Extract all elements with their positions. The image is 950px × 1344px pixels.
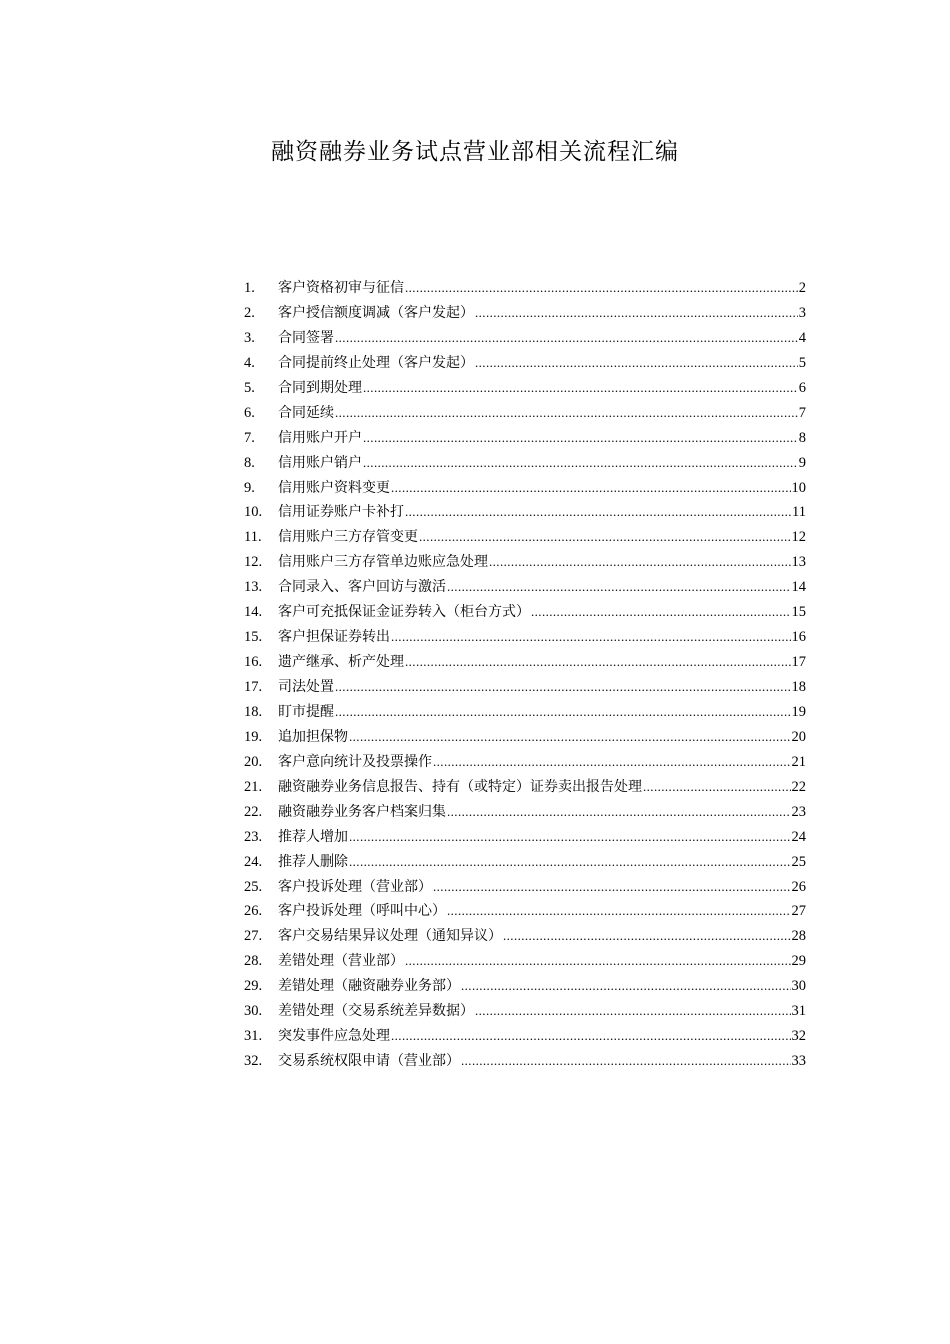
- toc-entry-number: 30.: [244, 1003, 263, 1020]
- toc-entry-number: 21.: [244, 778, 263, 795]
- toc-entry-number: 18.: [244, 703, 263, 720]
- toc-entry-page: 11: [792, 504, 806, 521]
- toc-entry-number: 12.: [244, 554, 263, 571]
- toc-dot-leader: [391, 627, 791, 647]
- toc-entry-page: 25: [791, 853, 806, 870]
- toc-entry-number: 19.: [244, 728, 263, 745]
- toc-dot-leader: [447, 577, 791, 597]
- toc-entry[interactable]: [244, 502, 806, 527]
- toc-entry[interactable]: [244, 727, 806, 752]
- toc-dot-leader: [363, 378, 798, 398]
- toc-dot-leader: [391, 1026, 791, 1046]
- toc-entry[interactable]: [244, 303, 806, 328]
- toc-dot-leader: [475, 353, 798, 373]
- toc-dot-leader: [405, 278, 798, 298]
- toc-dot-leader: [419, 527, 791, 547]
- toc-entry-page: 20: [791, 728, 806, 745]
- toc-entry[interactable]: [244, 852, 806, 877]
- toc-entry-page: 6: [798, 379, 806, 396]
- toc-entry-page: 16: [791, 629, 806, 646]
- toc-entry[interactable]: [244, 602, 806, 627]
- toc-dot-leader: [489, 552, 791, 572]
- toc-entry-page: 21: [791, 753, 806, 770]
- toc-dot-leader: [335, 677, 791, 697]
- toc-entry-title: 合同提前终止处理（客户发起）: [278, 354, 474, 371]
- toc-entry-title: 遗产继承、析产处理: [278, 654, 404, 671]
- toc-dot-leader: [461, 1051, 791, 1071]
- toc-entry-page: 28: [791, 928, 806, 945]
- toc-entry-title: 客户意向统计及投票操作: [278, 753, 432, 770]
- toc-entry[interactable]: [244, 652, 806, 677]
- toc-entry-number: 24.: [244, 853, 263, 870]
- toc-entry-number: 32.: [244, 1053, 263, 1070]
- toc-entry-title: 客户可充抵保证金证券转入（柜台方式）: [278, 604, 530, 621]
- toc-dot-leader: [475, 303, 798, 323]
- toc-entry-number: 22.: [244, 803, 263, 820]
- toc-dot-leader: [335, 403, 798, 423]
- toc-entry-page: 5: [798, 354, 806, 371]
- toc-entry-title: 交易系统权限申请（营业部）: [278, 1053, 460, 1070]
- toc-dot-leader: [405, 502, 791, 522]
- toc-entry-number: 3.: [244, 329, 255, 346]
- toc-entry-title: 信用账户三方存管变更: [278, 529, 418, 546]
- toc-entry-number: 8.: [244, 454, 255, 471]
- toc-entry-number: 5.: [244, 379, 255, 396]
- document-title: 融资融券业务试点营业部相关流程汇编: [271, 139, 679, 165]
- toc-dot-leader: [391, 478, 791, 498]
- toc-entry-title: 突发事件应急处理: [278, 1028, 390, 1045]
- toc-entry-number: 31.: [244, 1028, 263, 1045]
- toc-entry-title: 客户授信额度调减（客户发起）: [278, 304, 474, 321]
- toc-entry-number: 9.: [244, 479, 255, 496]
- toc-entry-page: 32: [791, 1028, 806, 1045]
- toc-entry-page: 9: [798, 454, 806, 471]
- toc-entry-title: 盯市提醒: [278, 703, 334, 720]
- toc-entry-number: 7.: [244, 429, 255, 446]
- toc-entry-page: 13: [791, 554, 806, 571]
- toc-entry-number: 27.: [244, 928, 263, 945]
- toc-entry[interactable]: [244, 378, 806, 403]
- toc-dot-leader: [335, 702, 791, 722]
- toc-entry-page: 4: [798, 329, 806, 346]
- toc-entry-number: 6.: [244, 404, 255, 421]
- toc-entry-number: 20.: [244, 753, 263, 770]
- toc-entry-number: 28.: [244, 953, 263, 970]
- toc-entry-title: 客户投诉处理（营业部）: [278, 878, 432, 895]
- toc-entry-number: 1.: [244, 280, 255, 296]
- toc-entry[interactable]: [244, 827, 806, 852]
- toc-dot-leader: [433, 877, 791, 897]
- toc-dot-leader: [433, 752, 791, 772]
- toc-entry-title: 推荐人增加: [278, 828, 348, 845]
- toc-entry[interactable]: [244, 802, 806, 827]
- toc-entry-page: 30: [791, 978, 806, 995]
- toc-dot-leader: [405, 652, 791, 672]
- toc-entry[interactable]: [244, 677, 806, 702]
- toc-entry-page: 17: [791, 654, 806, 671]
- toc-entry[interactable]: [244, 1051, 806, 1076]
- toc-entry-number: 16.: [244, 654, 263, 671]
- toc-entry-title: 客户资格初审与征信: [278, 280, 404, 296]
- toc-entry-title: 合同录入、客户回访与激活: [278, 579, 446, 596]
- toc-dot-leader: [531, 602, 791, 622]
- toc-dot-leader: [349, 852, 791, 872]
- toc-entry[interactable]: [244, 552, 806, 577]
- toc-entry-page: 15: [791, 604, 806, 621]
- toc-entry-title: 差错处理（融资融券业务部）: [278, 978, 460, 995]
- toc-entry-page: 18: [791, 679, 806, 695]
- toc-entry-page: 12: [791, 529, 806, 546]
- toc-dot-leader: [447, 901, 791, 921]
- toc-entry[interactable]: [244, 627, 806, 652]
- toc-entry[interactable]: [244, 877, 806, 902]
- toc-entry-number: 4.: [244, 354, 255, 371]
- toc-dot-leader: [349, 827, 791, 847]
- toc-entry-title: 合同到期处理: [278, 379, 362, 396]
- toc-entry-number: 14.: [244, 604, 263, 621]
- toc-entry-number: 11.: [244, 529, 262, 546]
- toc-entry-number: 13.: [244, 579, 263, 596]
- toc-entry[interactable]: [244, 403, 806, 428]
- toc-entry[interactable]: [244, 1001, 806, 1026]
- toc-entry-page: 7: [798, 404, 806, 421]
- toc-entry-title: 客户担保证券转出: [278, 629, 390, 646]
- toc-entry-title: 信用账户开户: [278, 429, 362, 446]
- toc-entry[interactable]: [244, 926, 806, 951]
- toc-dot-leader: [349, 727, 791, 747]
- toc-entry-title: 合同延续: [278, 404, 334, 421]
- toc-entry-title: 信用账户销户: [278, 454, 362, 471]
- toc-entry[interactable]: [244, 577, 806, 602]
- toc-entry-number: 10.: [244, 504, 263, 521]
- toc-entry-page: 10: [791, 479, 806, 496]
- toc-dot-leader: [643, 777, 791, 797]
- toc-entry-number: 29.: [244, 978, 263, 995]
- toc-entry-title: 信用证券账户卡补打: [278, 504, 404, 521]
- toc-entry-title: 司法处置: [278, 679, 334, 695]
- toc-entry-title: 客户交易结果异议处理（通知异议）: [278, 928, 502, 945]
- toc-dot-leader: [363, 428, 798, 448]
- toc-dot-leader: [335, 328, 798, 348]
- toc-entry[interactable]: [244, 478, 806, 503]
- toc-dot-leader: [461, 976, 791, 996]
- toc-entry-page: 26: [791, 878, 806, 895]
- toc-entry-title: 差错处理（交易系统差异数据）: [278, 1003, 474, 1020]
- toc-entry-page: 19: [791, 703, 806, 720]
- toc-entry-title: 差错处理（营业部）: [278, 953, 404, 970]
- toc-entry[interactable]: [244, 752, 806, 777]
- toc-dot-leader: [405, 951, 791, 971]
- toc-entry-number: 23.: [244, 828, 263, 845]
- toc-dot-leader: [363, 453, 798, 473]
- toc-entry-page: 24: [791, 828, 806, 845]
- toc-entry-title: 客户投诉处理（呼叫中心）: [278, 903, 446, 920]
- toc-entry[interactable]: [244, 901, 806, 926]
- toc-entry-page: 3: [798, 304, 806, 321]
- toc-entry-title: 信用账户资料变更: [278, 479, 390, 496]
- toc-entry[interactable]: [244, 353, 806, 378]
- toc-entry-title: 推荐人删除: [278, 853, 348, 870]
- toc-entry-page: 8: [798, 429, 806, 446]
- toc-entry-number: 15.: [244, 629, 263, 646]
- table-of-contents: [244, 278, 806, 1076]
- toc-entry[interactable]: [244, 328, 806, 353]
- toc-entry[interactable]: [244, 951, 806, 976]
- toc-entry[interactable]: [244, 976, 806, 1001]
- toc-entry-page: 33: [791, 1053, 806, 1070]
- toc-entry[interactable]: [244, 278, 806, 303]
- toc-entry-title: 追加担保物: [278, 728, 348, 745]
- toc-dot-leader: [475, 1001, 791, 1021]
- toc-entry-number: 26.: [244, 903, 263, 920]
- toc-dot-leader: [503, 926, 791, 946]
- toc-entry-page: 2: [798, 280, 806, 296]
- toc-entry-number: 25.: [244, 878, 263, 895]
- toc-entry-page: 31: [791, 1003, 806, 1020]
- toc-entry-page: 23: [791, 803, 806, 820]
- toc-entry-number: 2.: [244, 304, 255, 321]
- toc-entry-page: 14: [791, 579, 806, 596]
- toc-entry-title: 合同签署: [278, 329, 334, 346]
- toc-entry-title: 融资融券业务信息报告、持有（或特定）证券卖出报告处理: [278, 778, 642, 795]
- toc-entry-page: 22: [791, 778, 806, 795]
- toc-entry-page: 29: [791, 953, 806, 970]
- toc-dot-leader: [447, 802, 791, 822]
- toc-entry-title: 融资融券业务客户档案归集: [278, 803, 446, 820]
- toc-entry[interactable]: [244, 777, 806, 802]
- toc-entry-number: 17.: [244, 679, 263, 695]
- toc-entry[interactable]: [244, 702, 806, 727]
- toc-entry[interactable]: [244, 428, 806, 453]
- toc-entry[interactable]: [244, 453, 806, 478]
- toc-entry[interactable]: [244, 527, 806, 552]
- toc-entry[interactable]: [244, 1026, 806, 1051]
- toc-entry-page: 27: [791, 903, 806, 920]
- toc-entry-title: 信用账户三方存管单边账应急处理: [278, 554, 488, 571]
